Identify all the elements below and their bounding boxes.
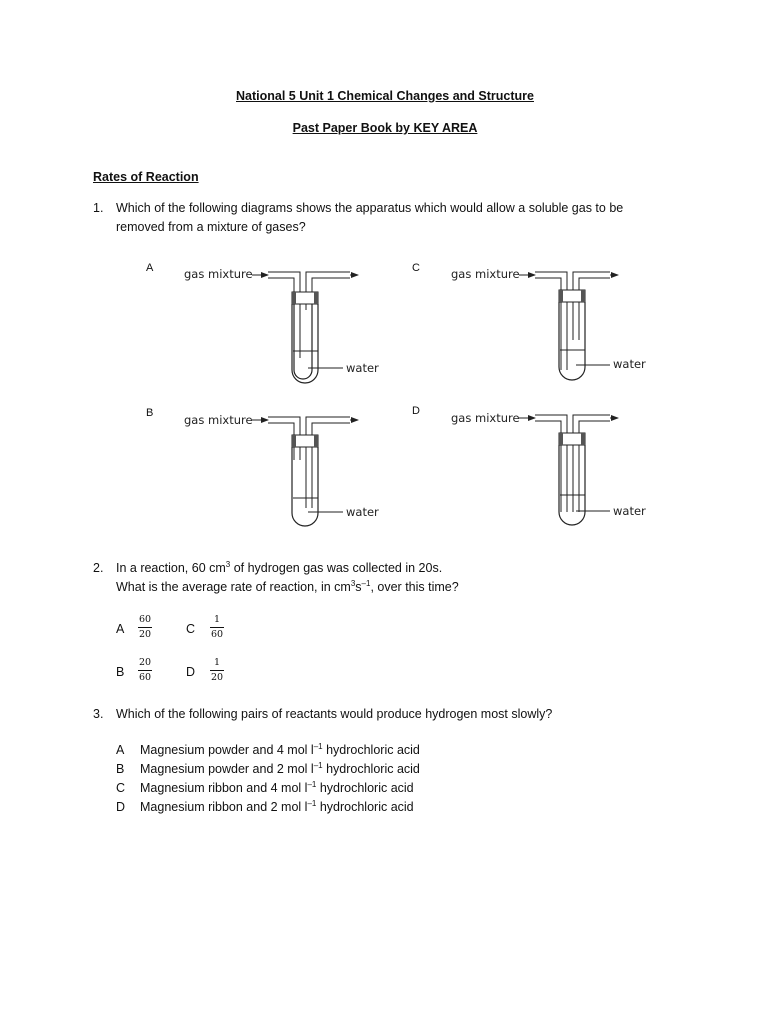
q3-option-b-sup: –1	[313, 760, 323, 770]
q2-option-d-fraction	[210, 658, 224, 683]
q2-option-c-den: 60	[210, 629, 224, 640]
q2-option-d-den: 20	[210, 672, 224, 683]
q2-option-d-letter: D	[186, 665, 196, 679]
q2-number: 2.	[93, 561, 104, 575]
q3-option-d-after: hydrochloric acid	[316, 800, 414, 814]
q2-line2-sup1: 3	[350, 578, 356, 588]
diagram-b	[146, 407, 379, 526]
q1-diagrams	[0, 250, 770, 540]
q3-option-d	[116, 798, 616, 817]
q3-option-a-sup: –1	[313, 741, 323, 751]
diagram-c-water-label: water	[613, 357, 646, 371]
q2-text	[116, 559, 676, 597]
q3-number: 3.	[93, 707, 104, 721]
q3-option-c-sup: –1	[307, 779, 317, 789]
q2-line2-c: , over this time?	[370, 580, 459, 594]
q2-option-b-num: 20	[138, 657, 152, 668]
q3-option-b-before: Magnesium powder and 2 mol l	[140, 762, 314, 776]
q3-question: Which of the following pairs of reactants would produce hydrogen most slowly?	[116, 707, 553, 721]
q2-option-a-num: 60	[138, 614, 152, 625]
q3-option-b	[116, 760, 616, 779]
q2-option-c-num: 1	[213, 614, 221, 625]
q2-option-b-den: 60	[138, 672, 152, 683]
section-heading: Rates of Reaction	[93, 170, 199, 184]
q3-option-b-text	[140, 760, 420, 779]
q3-option-d-sup: –1	[307, 798, 317, 808]
q3-option-a-before: Magnesium powder and 4 mol l	[140, 743, 314, 757]
diagram-b-inlet-label: gas mixture	[184, 413, 253, 427]
q2-line2-b: s	[355, 580, 362, 594]
q2-option-a-fraction	[138, 615, 152, 640]
q3-option-a-text	[140, 741, 420, 760]
diagram-a-water-label: water	[346, 361, 379, 375]
q1-line2: removed from a mixture of gases?	[116, 220, 306, 234]
q3-option-d-text	[140, 798, 414, 817]
diagram-d-letter: D	[412, 405, 420, 417]
diagram-a-letter: A	[146, 262, 154, 274]
q2-option-a-den: 20	[138, 629, 152, 640]
q3-option-a	[116, 741, 616, 760]
diagram-b-letter: B	[146, 407, 154, 419]
diagram-d-inlet-label: gas mixture	[451, 411, 520, 425]
q1-text	[116, 199, 676, 237]
diagram-b-water-label: water	[346, 505, 379, 519]
q1-number: 1.	[93, 201, 104, 215]
q2-line2-a: What is the average rate of reaction, in cm	[116, 580, 351, 594]
q2-option-d-num: 1	[213, 657, 221, 668]
q2-line1	[116, 559, 676, 578]
q2-option-b-letter: B	[116, 665, 125, 679]
q3-option-c	[116, 779, 616, 798]
q2-line2-sup2: –1	[361, 578, 371, 588]
q3-option-c-after: hydrochloric acid	[316, 781, 414, 795]
q3-option-b-after: hydrochloric acid	[322, 762, 420, 776]
q3-option-c-before: Magnesium ribbon and 4 mol l	[140, 781, 308, 795]
q3-option-b-letter: B	[116, 762, 125, 776]
q2-line1-sup: 3	[225, 559, 231, 569]
diagram-a	[146, 262, 379, 383]
document-title: National 5 Unit 1 Chemical Changes and Structure	[236, 89, 534, 103]
diagram-c-letter: C	[412, 262, 420, 274]
q2-line1-b: of hydrogen gas was collected in 20s.	[230, 561, 443, 575]
q3-option-d-letter: D	[116, 800, 126, 814]
q2-line2	[116, 578, 676, 597]
q2-option-a-letter: A	[116, 622, 125, 636]
q2-line1-a: In a reaction, 60 cm	[116, 561, 226, 575]
document-subtitle: Past Paper Book by KEY AREA	[292, 121, 478, 135]
q3-options	[116, 741, 616, 817]
q2-option-c-letter: C	[186, 622, 196, 636]
diagram-c-inlet-label: gas mixture	[451, 267, 520, 281]
q1-line1: Which of the following diagrams shows the apparatus which would allow a soluble gas to be	[116, 201, 624, 215]
q3-option-c-letter: C	[116, 781, 126, 795]
q3-option-d-before: Magnesium ribbon and 2 mol l	[140, 800, 308, 814]
diagram-c	[412, 262, 646, 380]
q2-option-b-fraction	[138, 658, 152, 683]
diagram-d	[412, 405, 646, 525]
q3-option-a-letter: A	[116, 743, 125, 757]
diagram-d-water-label: water	[613, 504, 646, 518]
diagram-a-inlet-label: gas mixture	[184, 267, 253, 281]
q3-option-a-after: hydrochloric acid	[322, 743, 420, 757]
q3-option-c-text	[140, 779, 414, 798]
q2-option-c-fraction	[210, 615, 224, 640]
